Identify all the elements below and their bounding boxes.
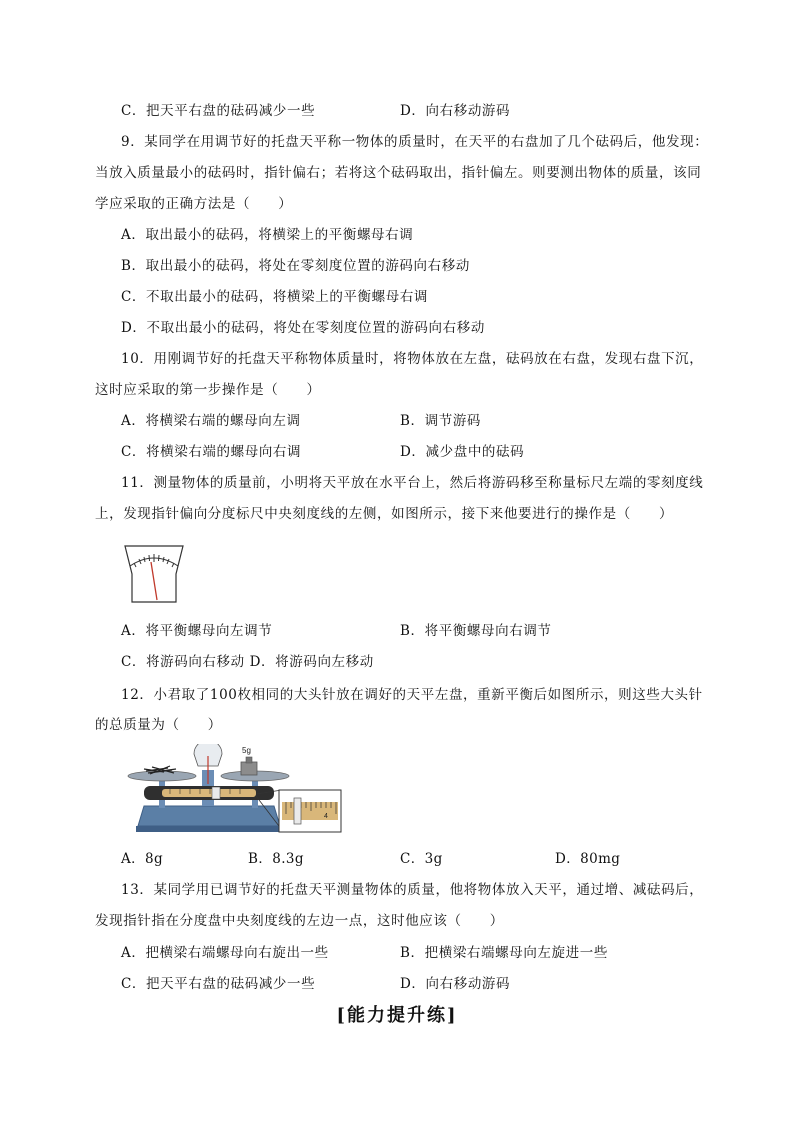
question-10-text: 10．用刚调节好的托盘天平称物体质量时，将物体放在左盘，砝码放在右盘，发现右盘下沉， <box>121 351 704 367</box>
option-c: C．把天平右盘的砝码减少一些 <box>121 103 316 119</box>
option-d: D．减少盘中的砝码 <box>400 444 525 460</box>
option-c: C．将横梁右端的螺母向右调 <box>121 444 302 460</box>
option-b: B．把横梁右端螺母向左旋进一些 <box>400 945 608 961</box>
option-b: B．调节游码 <box>400 413 482 429</box>
question-11-text: 11．测量物体的质量前，小明将天平放在水平台上，然后将游码移至称量标尺左端的零刻度线 <box>121 475 704 491</box>
option-c-d: C．将游码向右移动 D．将游码向左移动 <box>121 654 374 670</box>
pointer-dial-figure <box>122 542 186 606</box>
option-b: B．8.3g <box>248 851 304 867</box>
option-c: C．不取出最小的砝码，将横梁上的平衡螺母右调 <box>121 289 429 305</box>
question-9-text: 当放入质量最小的砝码时，指针偏右；若将这个砝码取出，指针偏左。则要测出物体的质量，该同 <box>95 165 702 181</box>
question-12-text: 12．小君取了100枚相同的大头针放在调好的天平左盘，重新平衡后如图所示，则这些大头针 <box>121 687 703 703</box>
section-title: [能力提升练] <box>336 1005 458 1026</box>
option-a: A．把横梁右端螺母向右旋出一些 <box>121 945 329 961</box>
scale-digit: 4 <box>324 813 328 820</box>
option-a: A．将平衡螺母向左调节 <box>121 623 273 639</box>
question-13-text: 发现指针指在分度盘中央刻度线的左边一点，这时他应该（ ） <box>95 913 504 929</box>
beam-scale <box>162 789 256 797</box>
rider <box>212 787 220 799</box>
left-pan <box>128 771 196 781</box>
option-a: A．将横梁右端的螺母向左调 <box>121 413 301 429</box>
option-d: D．向右移动游码 <box>400 976 511 992</box>
rider-magnified <box>294 798 301 824</box>
option-b: B．将平衡螺母向右调节 <box>400 623 552 639</box>
question-9-text: 9．某同学在用调节好的托盘天平称一物体的质量时，在天平的右盘加了几个砝码后，他发现： <box>121 134 709 150</box>
option-a: A．取出最小的砝码，将横梁上的平衡螺母右调 <box>121 227 414 243</box>
question-13-text: 13．某同学用已调节好的托盘天平测量物体的质量，他将物体放入天平，通过增、减砝码后， <box>121 882 704 898</box>
weight-label: 5g <box>242 746 251 755</box>
option-d: D．不取出最小的砝码，将处在零刻度位置的游码向右移动 <box>121 320 485 336</box>
option-d: D．80mg <box>555 851 621 867</box>
weight-icon <box>241 762 257 775</box>
question-9-text: 学应采取的正确方法是（ ） <box>95 196 293 212</box>
option-d: D．向右移动游码 <box>400 103 511 119</box>
option-a: A．8g <box>121 851 164 867</box>
question-10-text: 这时应采取的第一步操作是（ ） <box>95 382 321 398</box>
option-c: C．3g <box>400 851 443 867</box>
option-b: B．取出最小的砝码，将处在零刻度位置的游码向右移动 <box>121 258 470 274</box>
question-11-text: 上，发现指针偏向分度标尺中央刻度线的左侧，如图所示，接下来他要进行的操作是（ ） <box>95 506 674 522</box>
option-c: C．把天平右盘的砝码减少一些 <box>121 976 316 992</box>
balance-figure <box>124 744 344 836</box>
question-12-text: 的总质量为（ ） <box>95 717 222 733</box>
